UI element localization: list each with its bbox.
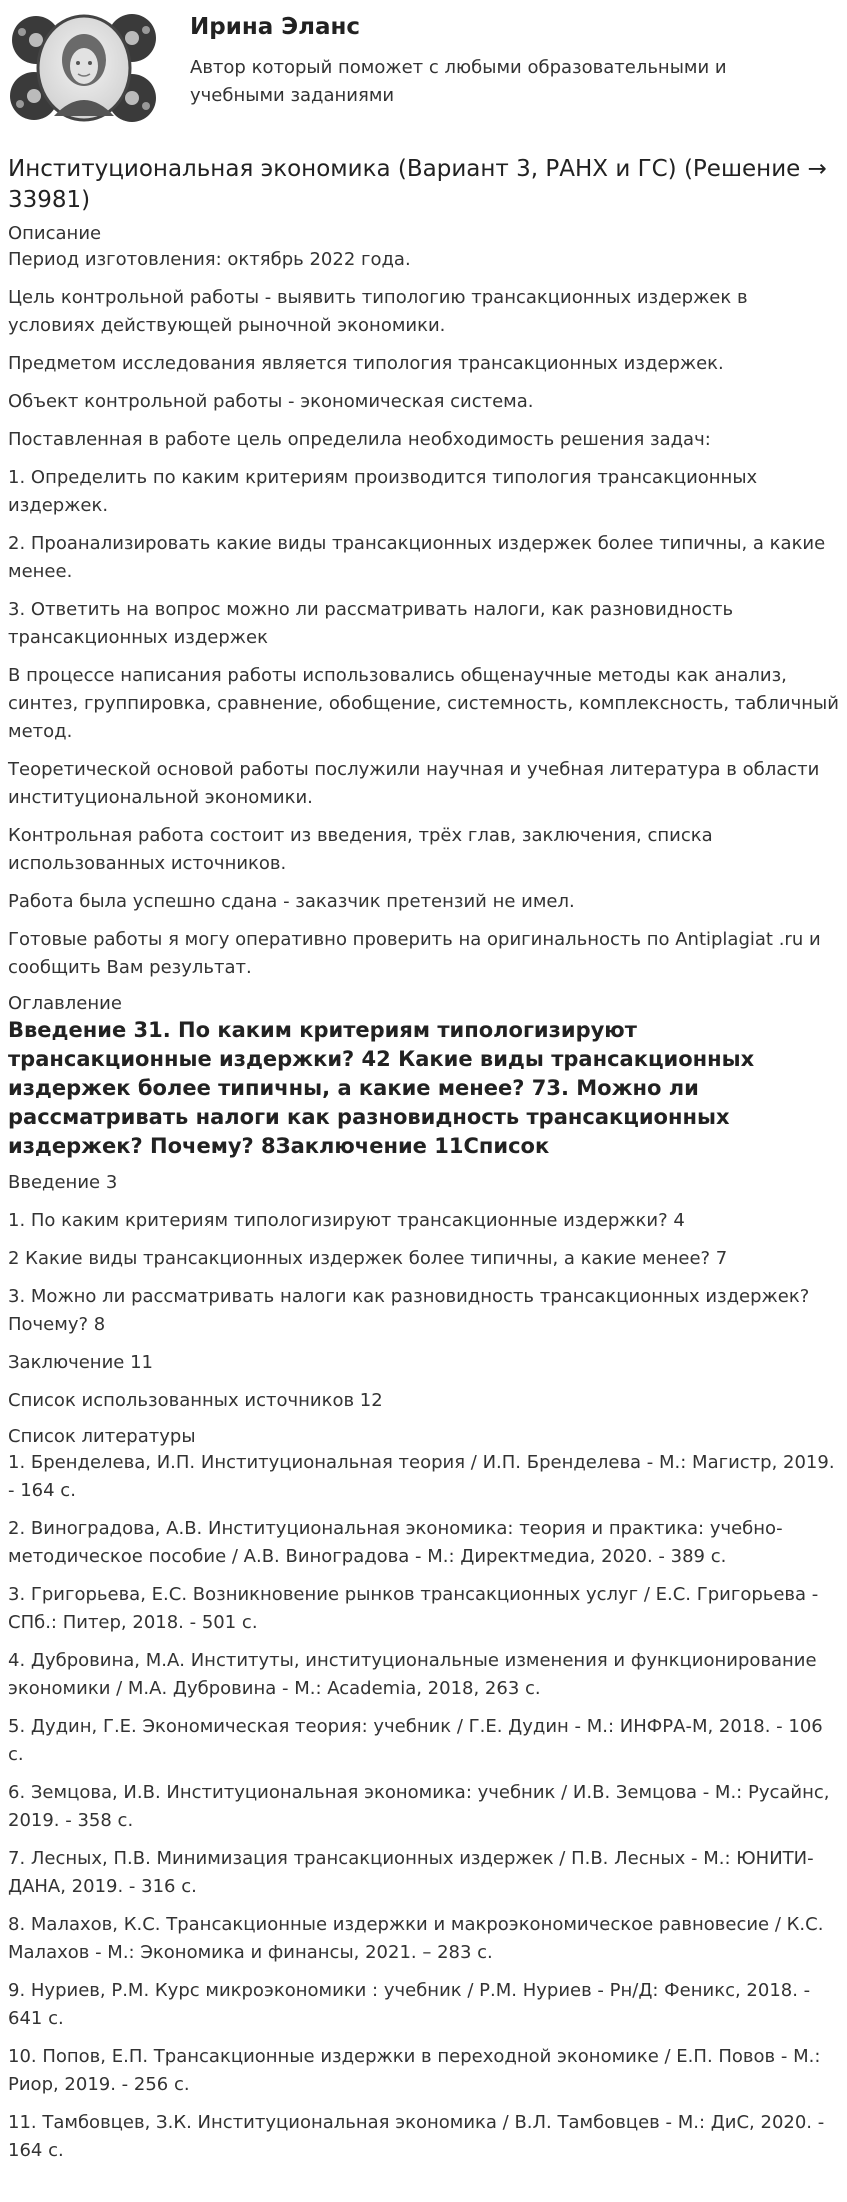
description-paragraph: Предметом исследования является типология трансакционных издержек. xyxy=(8,353,724,374)
description-paragraph: Поставленная в работе цель определила необходимость решения задач: xyxy=(8,429,711,450)
toc-list xyxy=(8,1169,839,1415)
toc-item: 3. Можно ли рассматривать налоги как разновидность трансакционных издержек? Почему? 8 xyxy=(8,1286,810,1335)
avatar[interactable] xyxy=(8,8,160,128)
literature-label: Список литературы xyxy=(8,1426,196,1447)
toc-item: Список использованных источников 12 xyxy=(8,1390,383,1411)
avatar-image xyxy=(8,8,160,128)
toc-item: 1. По каким критериям типологизируют трансакционные издержки? 4 xyxy=(8,1210,685,1231)
description-paragraph: 2. Проанализировать какие виды трансакционных издержек более типичны, а какие менее. xyxy=(8,533,826,582)
literature-item: 10. Попов, Е.П. Трансакционные издержки в переходной экономике / Е.П. Повов - М.: Риор, 2019. - 256 с. xyxy=(8,2046,821,2095)
literature-item: 3. Григорьева, Е.С. Возникновение рынков трансакционных услуг / Е.С. Григорьева - СПб.: Питер, 2018. - 501 с. xyxy=(8,1584,819,1633)
description-paragraph: Период изготовления: октябрь 2022 года. xyxy=(8,249,411,270)
author-info xyxy=(190,8,790,110)
toc-heading: Введение 31. По каким критериям типологизируют трансакционные издержки? 42 Какие виды трансакционных издержек более типичны, а какие менее? 73. Можно ли рассматривать налоги как разновидность трансакционных издержек? Почему? 8Заключение 11Список xyxy=(8,1018,755,1158)
toc-item: 2 Какие виды трансакционных издержек более типичны, а какие менее? 7 xyxy=(8,1248,728,1269)
literature-item: 6. Земцова, И.В. Институциональная экономика: учебник / И.В. Земцова - М.: Русайнс, 2019. - 358 с. xyxy=(8,1782,830,1831)
literature-item: 7. Лесных, П.В. Минимизация трансакционных издержек / П.В. Лесных - М.: ЮНИТИ-ДАНА, 2019. - 316 с. xyxy=(8,1848,814,1897)
author-description: Автор который поможет с любыми образовательными и учебными заданиями xyxy=(190,57,727,106)
description-paragraph: Контрольная работа состоит из введения, трёх глав, заключения, списка использованных источников. xyxy=(8,825,713,874)
description-paragraph: Теоретической основой работы послужили научная и учебная литература в области институциональной экономики. xyxy=(8,759,820,808)
author-name[interactable]: Ирина Эланс xyxy=(190,14,361,40)
description-paragraph: В процессе написания работы использовались общенаучные методы как анализ, синтез, группировка, сравнение, обобщение, системность, комплексность, табличный метод. xyxy=(8,665,839,742)
description-paragraph: 1. Определить по каким критериям производится типология трансакционных издержек. xyxy=(8,467,758,516)
description-paragraph: 3. Ответить на вопрос можно ли рассматривать налоги, как разновидность трансакционных издержек xyxy=(8,599,734,648)
literature-item: 8. Малахов, К.С. Трансакционные издержки и макроэкономическое равновесие / К.С. Малахов - М.: Экономика и финансы, 2021. – 283 с. xyxy=(8,1914,824,1963)
literature-list xyxy=(8,1449,839,2165)
description-paragraph: Объект контрольной работы - экономическая система. xyxy=(8,391,534,412)
literature-item: 11. Тамбовцев, З.К. Институциональная экономика / В.Л. Тамбовцев - М.: ДиС, 2020. - 164 с. xyxy=(8,2112,825,2161)
toc-item: Введение 3 xyxy=(8,1172,118,1193)
literature-item: 1. Бренделева, И.П. Институциональная теория / И.П. Бренделева - М.: Магистр, 2019. - 164 с. xyxy=(8,1452,835,1501)
author-card xyxy=(8,0,839,136)
description-paragraph: Работа была успешно сдана - заказчик претензий не имел. xyxy=(8,891,575,912)
description-paragraph: Готовые работы я могу оперативно проверить на оригинальность по Antiplagiat .ru и сообщить Вам результат. xyxy=(8,929,821,978)
literature-item: 4. Дубровина, М.А. Институты, институциональные изменения и функционирование экономики / М.А. Дубровина - М.: Academia, 2018, 263 с. xyxy=(8,1650,817,1699)
literature-item: 2. Виноградова, А.В. Институциональная экономика: теория и практика: учебно-методическое пособие / А.В. Виноградова - М.: Директмедиа, 2020. - 389 с. xyxy=(8,1518,783,1567)
literature-item: 9. Нуриев, Р.М. Курс микроэкономики : учебник / Р.М. Нуриев - Рн/Д: Феникс, 2018. - 641 с. xyxy=(8,1980,811,2029)
description-label: Описание xyxy=(8,223,102,244)
toc-item: Заключение 11 xyxy=(8,1352,153,1373)
description-paragraph: Цель контрольной работы - выявить типологию трансакционных издержек в условиях действующей рыночной экономики. xyxy=(8,287,748,336)
page-title: Институциональная экономика (Вариант 3, РАНХ и ГС) (Решение → 33981) xyxy=(8,156,827,213)
toc-label: Оглавление xyxy=(8,993,122,1014)
description-section xyxy=(8,246,839,982)
literature-item: 5. Дудин, Г.Е. Экономическая теория: учебник / Г.Е. Дудин - М.: ИНФРА-М, 2018. - 106 с. xyxy=(8,1716,823,1765)
